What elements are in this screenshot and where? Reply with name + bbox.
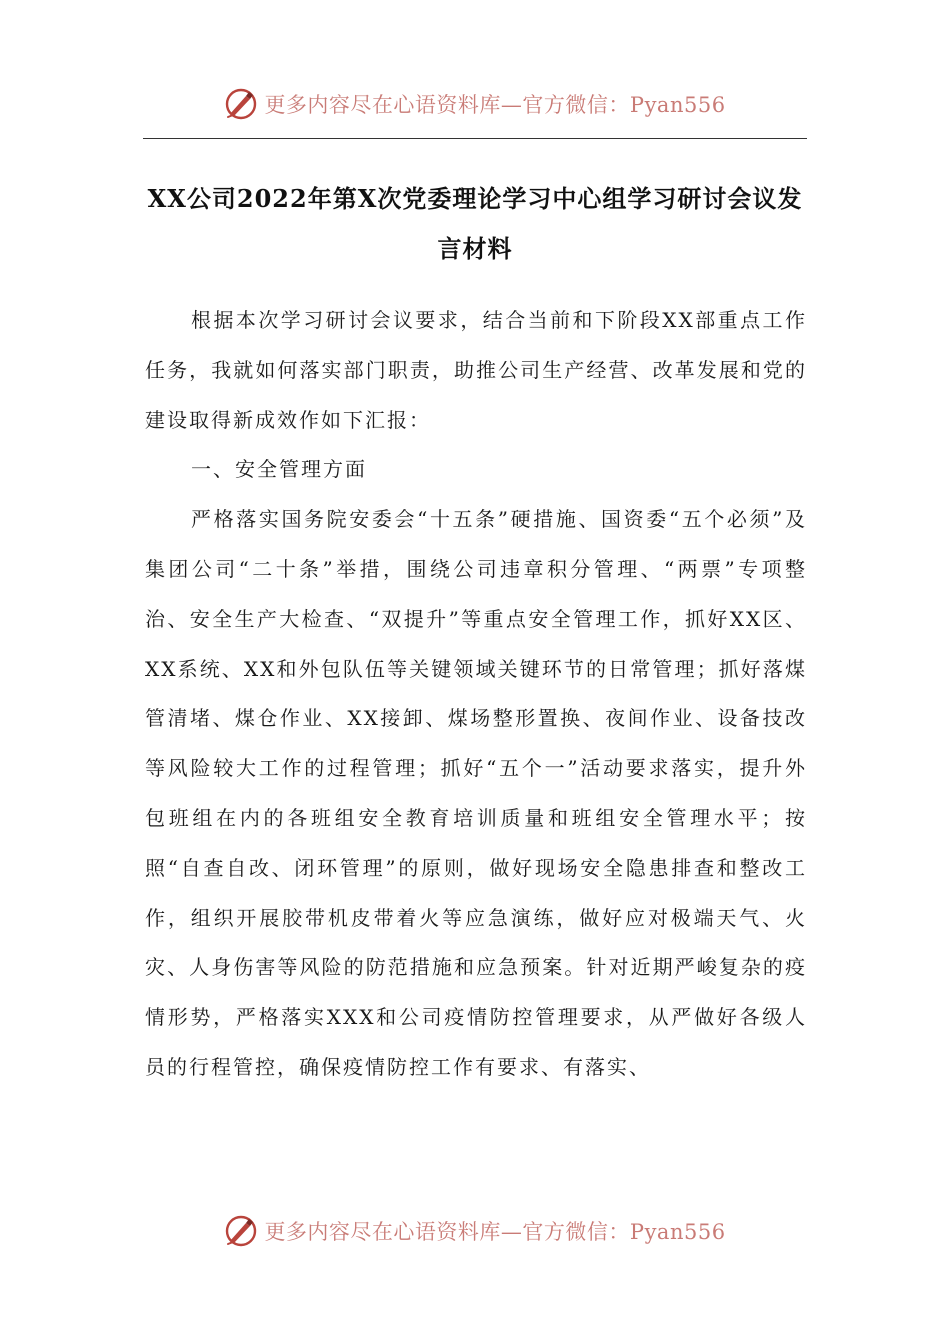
- intro-paragraph: 根据本次学习研讨会议要求，结合当前和下阶段XX部重点工作任务，我就如何落实部门职责，助推公司生产经营、改革发展和党的建设取得新成效作如下汇报：: [145, 308, 807, 432]
- document-body: [145, 296, 807, 1093]
- section-heading: 一、安全管理方面: [191, 457, 367, 482]
- footer-banner: [0, 1209, 950, 1253]
- header-banner: [0, 82, 950, 126]
- safety-paragraph: 严格落实国务院安委会“十五条”硬措施、国资委“五个必须”及集团公司“二十条”举措，围绕公司违章积分管理、“两票”专项整治、安全生产大检查、“双提升”等重点安全管理工作，抓好XX区、XX系统、XX和外包队伍等关键领域关键环节的日常管理；抓好落煤管清堵、煤仓作业、XX接卸、煤场整形置换、夜间作业、设备技改等风险较大工作的过程管理；抓好“五个一”活动要求落实，提升外包班组在内的各班组安全教育培训质量和班组安全管理水平；按照“自查自改、闭环管理”的原则，做好现场安全隐患排查和整改工作，组织开展胶带机皮带着火等应急演练，做好应对极端天气、火灾、人身伤害等风险的防范措施和应急预案。针对近期严峻复杂的疫情形势，严格落实XXX和公司疫情防控管理要求，从严做好各级人员的行程管控，确保疫情防控工作有要求、有落实、: [145, 507, 807, 1079]
- pen-logo-icon: [224, 87, 258, 121]
- pen-logo-icon: [224, 1214, 258, 1248]
- header-banner-text: 更多内容尽在心语资料库—官方微信：Pyan556: [264, 93, 726, 117]
- footer-banner-text: 更多内容尽在心语资料库—官方微信：Pyan556: [264, 1220, 726, 1244]
- header-divider: [143, 138, 807, 139]
- document-title: XX公司2022年第X次党委理论学习中心组学习研讨会议发言材料: [147, 184, 803, 263]
